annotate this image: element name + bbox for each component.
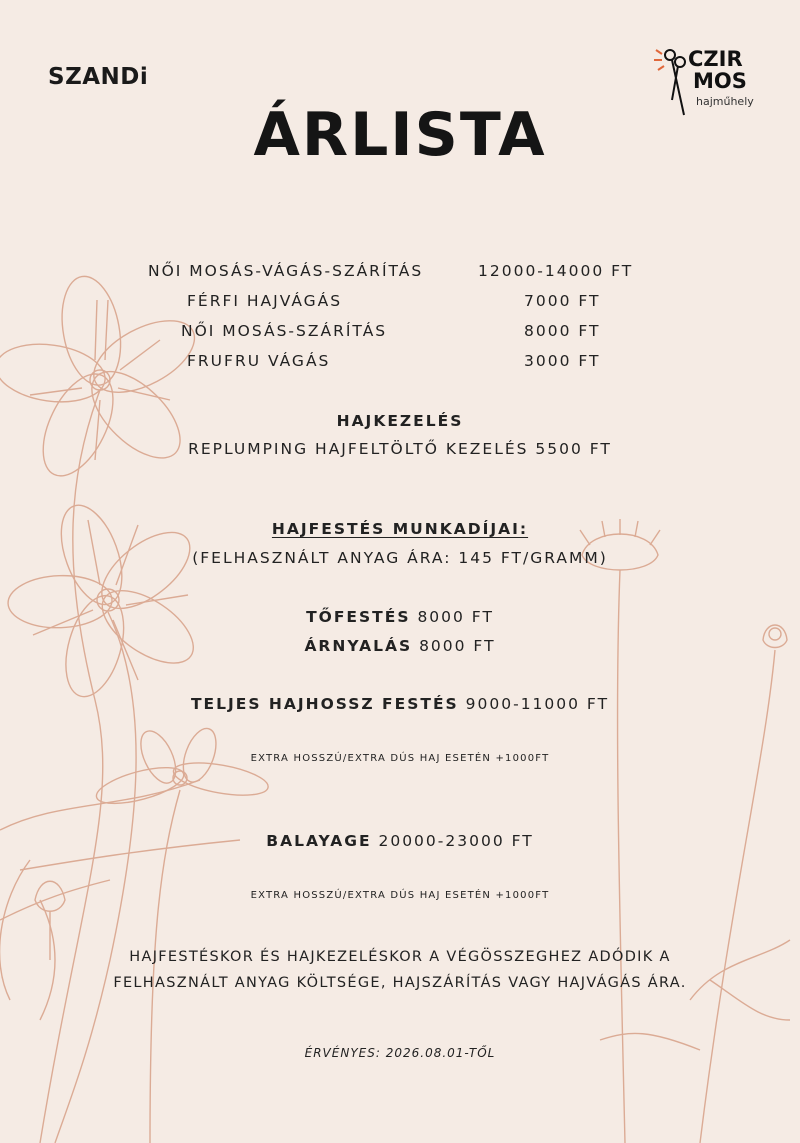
service-name: FRUFRU VÁGÁS: [187, 352, 331, 370]
footer-note-line2: FELHASZNÁLT ANYAG KÖLTSÉGE, HAJSZÁRÍTÁS VAGY HAJVÁGÁS ÁRA.: [113, 975, 687, 991]
coloring-item-price: 20000-23000 FT: [378, 832, 534, 850]
footer-note-line1: HAJFESTÉSKOR ÉS HAJKEZELÉSKOR A VÉGÖSSZEGHEZ ADÓDIK A: [129, 949, 671, 965]
coloring-item: [0, 637, 800, 655]
service-name: NŐI MOSÁS-VÁGÁS-SZÁRÍTÁS: [148, 262, 424, 280]
flower-lower: [93, 724, 271, 811]
stem-2: [55, 612, 136, 1143]
treatment-line: REPLUMPING HAJFELTÖLTŐ KEZELÉS 5500 FT: [188, 440, 612, 458]
service-name: NŐI MOSÁS-SZÁRÍTÁS: [181, 322, 388, 340]
coloring-item-name: ÁRNYALÁS: [304, 637, 413, 655]
treatment-heading: HAJKEZELÉS: [336, 412, 464, 430]
stem-1: [40, 390, 103, 1143]
service-name: FÉRFI HAJVÁGÁS: [187, 292, 343, 310]
coloring-heading: HAJFESTÉS MUNKADÍJAI:: [271, 520, 529, 538]
extra-note: EXTRA HOSSZÚ/EXTRA DÚS HAJ ESETÉN +1000FT: [250, 753, 550, 764]
service-price: 7000 FT: [524, 292, 601, 310]
coloring-item-price: 8000 FT: [419, 637, 496, 655]
coloring-item: [0, 608, 800, 626]
service-price: 12000-14000 FT: [478, 262, 634, 280]
coloring-item-name: TŐFESTÉS: [306, 608, 411, 626]
coloring-item-name: TELJES HAJHOSSZ FESTÉS: [190, 695, 459, 713]
stylist-name: SZANDi: [48, 64, 149, 90]
coloring-item-price: 9000-11000 FT: [465, 695, 610, 713]
logo-subtitle: hajműhely: [696, 95, 754, 108]
coloring-item: [0, 832, 800, 850]
material-note: (FELHASZNÁLT ANYAG ÁRA: 145 FT/GRAMM): [192, 549, 608, 567]
coloring-item-price: 8000 FT: [417, 608, 494, 626]
leaf-2: [0, 860, 55, 1020]
service-price: 8000 FT: [524, 322, 601, 340]
logo-text-bottom: MOS: [693, 69, 747, 93]
extra-note: EXTRA HOSSZÚ/EXTRA DÚS HAJ ESETÉN +1000FT: [250, 890, 550, 901]
coloring-item: [0, 695, 800, 713]
validity-date: ÉRVÉNYES: 2026.08.01-TŐL: [304, 1046, 496, 1060]
coloring-item-name: BALAYAGE: [266, 832, 372, 850]
service-price: 3000 FT: [524, 352, 601, 370]
page-title: ÁRLISTA: [253, 100, 547, 170]
logo-text-top: CZIR: [688, 47, 743, 71]
